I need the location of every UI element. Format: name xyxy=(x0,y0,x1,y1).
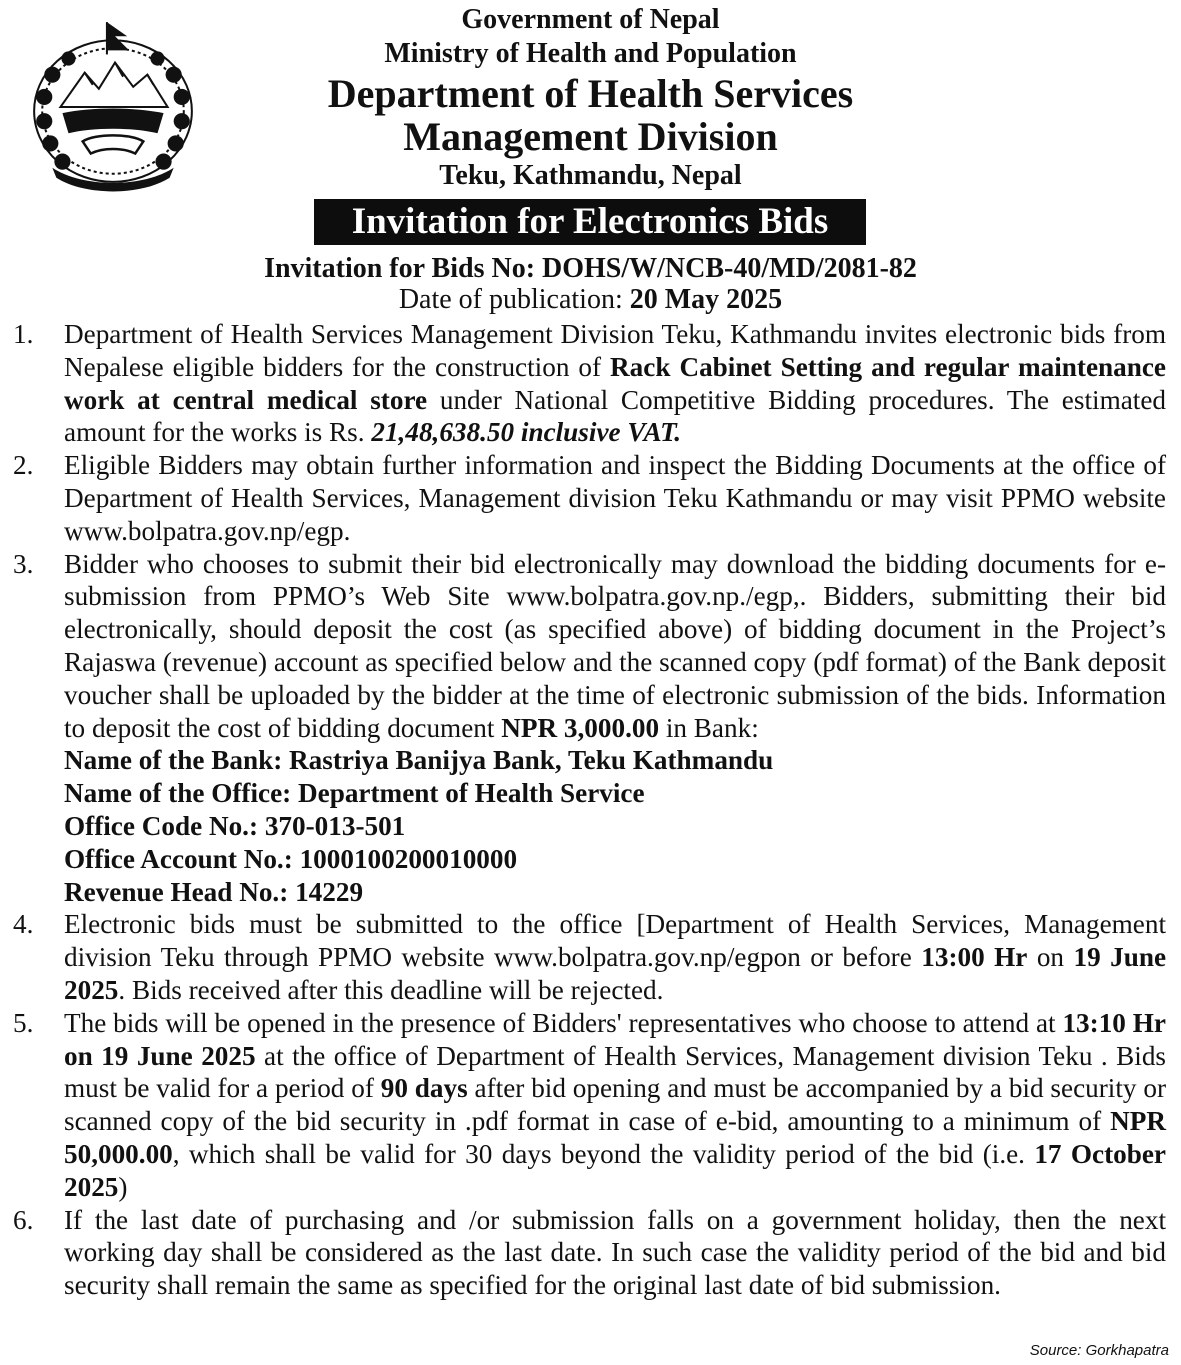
source-credit: Source: Gorkhapatra xyxy=(1029,1342,1169,1359)
item-number: 1. xyxy=(13,319,34,349)
item-number: 6. xyxy=(13,1204,34,1235)
item-text: The bids will be opened in the presence of Bidders' representatives who choose to attend at 13:10 Hr on 19 June 2025 at the office of Department of Health Services, Management division Teku . Bids must be valid for a period of 90 days after bid opening and must be accompanied by a bid security or scanned copy of the bid security in .pdf format in case of e-bid, amounting to a minimum of NPR 50,000.00, which shall be valid for 30 days beyond the validity period of the bid (i.e. 17 October 2025) xyxy=(64,1007,1166,1202)
item-number: 5. xyxy=(13,1007,34,1038)
publication-date: 20 May 2025 xyxy=(629,284,783,315)
item-number: 4. xyxy=(13,909,34,940)
estimated-amount: 21,48,638.50 inclusive VAT. xyxy=(371,417,682,448)
list-item xyxy=(0,1007,1181,1204)
ministry-heading: Ministry of Health and Population xyxy=(384,38,797,69)
item-text: Department of Health Services Management Division Teku, Kathmandu invites electronic bids from Nepalese eligible bidders for the construction of Rack Cabinet Setting and regular maintenance work at central medical store under National Competitive Bidding procedures. The estimated amount for the works is Rs. 21,48,638.50 inclusive VAT. xyxy=(64,319,1166,448)
publication-date-line xyxy=(0,284,1181,316)
list-item xyxy=(0,548,1181,909)
publication-label: Date of publication: xyxy=(398,284,630,315)
list-item xyxy=(0,449,1181,547)
item-text: If the last date of purchasing and /or submission falls on a government holiday, then the next working day shall be considered as the last date. In such case the validity period of the bid and bid security shall remain the same as specified for the original last date of bid submission. xyxy=(64,1204,1166,1301)
item-text: Eligible Bidders may obtain further information and inspect the Bidding Documents at the office of Department of Health Services, Management division Teku Kathmandu or may visit PPMO website www.bolpatra.gov.np/egp. xyxy=(64,450,1166,546)
department-heading: Department of Health Services xyxy=(327,71,854,116)
list-item xyxy=(0,908,1181,1006)
item-text: Bidder who chooses to submit their bid electronically may download the bidding documents for e-submission from PPMO’s Web Site www.bolpatra.gov.np./egp,. Bidders, submitting their bid electronically, should deposit the cost (as specified above) of bidding document in the Project’s Rajaswa (revenue) account as specified below and the scanned copy (pdf format) of the Bank deposit voucher shall be uploaded by the bidder at the time of electronic submission of the bids. Information to deposit the cost of bidding document NPR 3,000.00 in Bank: xyxy=(64,548,1166,743)
revenue-head: Revenue Head No.: 14229 xyxy=(64,876,364,907)
division-heading: Management Division xyxy=(403,114,778,159)
office-name: Name of the Office: Department of Health Service xyxy=(64,778,645,809)
notice-title: Invitation for Electronics Bids xyxy=(314,199,866,245)
office-account: Office Account No.: 1000100200010000 xyxy=(64,843,518,874)
government-heading: Government of Nepal xyxy=(461,4,720,35)
bank-name: Name of the Bank: Rastriya Banijya Bank, Teku Kathmandu xyxy=(64,745,774,776)
office-code: Office Code No.: 370-013-501 xyxy=(64,810,406,841)
notice-body xyxy=(0,318,1181,1302)
item-number: 3. xyxy=(13,548,34,579)
document-cost: NPR 3,000.00 xyxy=(501,712,660,743)
address-line: Teku, Kathmandu, Nepal xyxy=(439,160,742,191)
list-item xyxy=(0,318,1181,449)
ifb-number: Invitation for Bids No: DOHS/W/NCB-40/MD/2081-82 xyxy=(264,253,917,284)
list-item xyxy=(0,1204,1181,1302)
item-text: Electronic bids must be submitted to the office [Department of Health Services, Management division Teku through PPMO website www.bolpatra.gov.np/egpon or before 13:00 Hr on 19 June 2025. Bids received after this deadline will be rejected. xyxy=(64,909,1167,1005)
item-number: 2. xyxy=(13,450,34,481)
